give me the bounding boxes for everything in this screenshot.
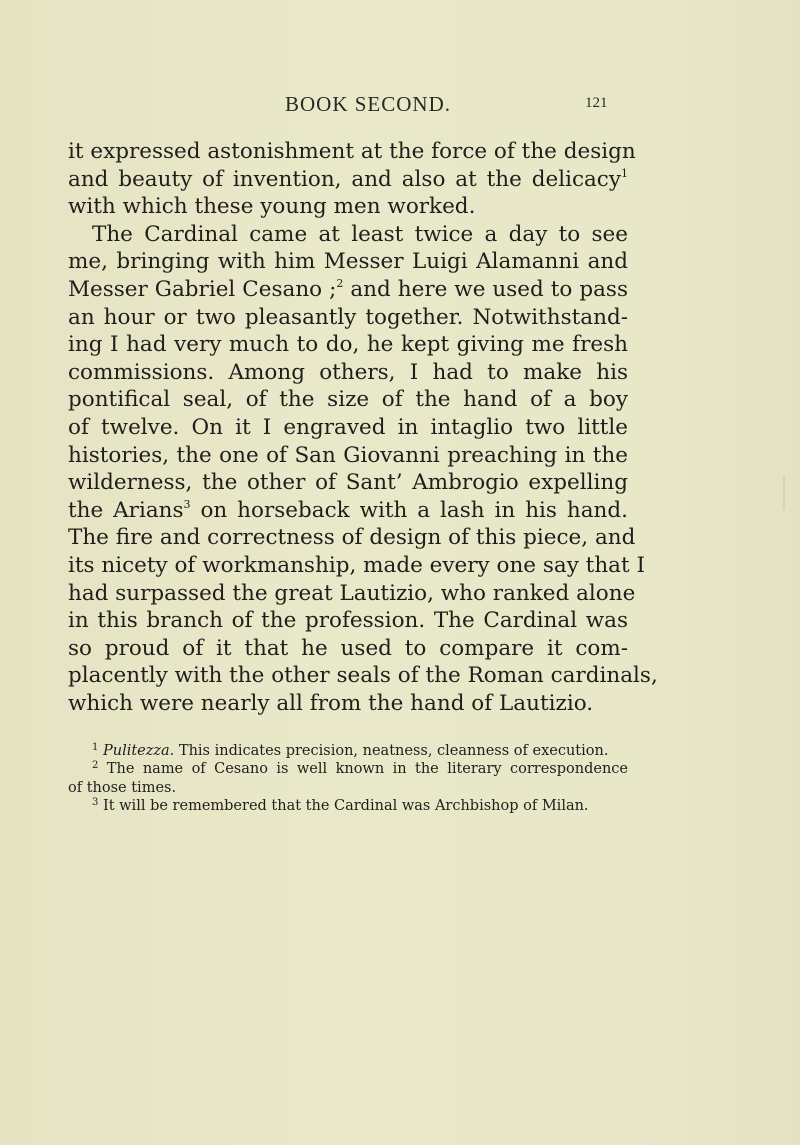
text-line: its nicety of workmanship, made every one say that I xyxy=(68,552,645,578)
page-number: 121 xyxy=(585,95,608,111)
text-line: me, bringing with him Messer Luigi Alamanni and xyxy=(68,249,628,275)
page-edge-shadow xyxy=(783,475,785,510)
text-line: so proud of it that he used to compare it com- xyxy=(68,635,628,661)
footnote-1: $^1$ Pulitezza. This indicates precision, neatness, cleanness of execution. xyxy=(92,742,609,759)
footnote-2-continuation: of those times. xyxy=(68,779,177,796)
text-line: commissions. Among others, I had to make his xyxy=(68,359,628,385)
text-line: The Cardinal came at least twice a day to see xyxy=(92,221,628,247)
text-line: the Arians$^3$ on horseback with a lash in his hand. xyxy=(68,497,628,523)
running-header xyxy=(0,92,800,120)
footnote-ref-2: 2 xyxy=(336,276,344,290)
text-line: placently with the other seals of the Roman cardinals, xyxy=(68,663,658,689)
footnote-ref-1: 1 xyxy=(621,166,628,180)
text-line: in this branch of the profession. The Cardinal was xyxy=(68,608,628,634)
text-line: an hour or two pleasantly together. Notwithstand- xyxy=(68,304,628,330)
main-text xyxy=(68,138,658,717)
footnote-2: $^2$ The name of Cesano is well known in the literary correspondence xyxy=(92,760,628,778)
text-line: had surpassed the great Lautizio, who ranked alone xyxy=(68,580,636,606)
text-line: histories, the one of San Giovanni preaching in the xyxy=(68,442,628,468)
text-line: pontifical seal, of the size of the hand of a boy xyxy=(68,387,628,413)
text-line: ing I had very much to do, he kept giving me fresh xyxy=(68,332,628,358)
text-line: which were nearly all from the hand of Lautizio. xyxy=(68,690,594,716)
footnotes xyxy=(68,742,628,815)
text-line: of twelve. On it I engraved in intaglio two little xyxy=(68,414,628,440)
text-line: wilderness, the other of Sant’ Ambrogio expelling xyxy=(68,470,628,496)
text-line: and beauty of invention, and also at the delicacy$^1$ xyxy=(68,166,628,192)
running-title: BOOK SECOND. xyxy=(285,92,452,116)
text-line: it expressed astonishment at the force of the design xyxy=(68,139,636,164)
footnote-ref-3: 3 xyxy=(183,497,191,511)
text-line: Messer Gabriel Cesano ;$^2$ and here we used to pass xyxy=(68,276,628,302)
text-line: The fire and correctness of design of this piece, and xyxy=(68,525,636,551)
footnote-3: $^3$ It will be remembered that the Cardinal was Archbishop of Milan. xyxy=(92,796,589,814)
text-line: with which these young men worked. xyxy=(68,194,476,220)
